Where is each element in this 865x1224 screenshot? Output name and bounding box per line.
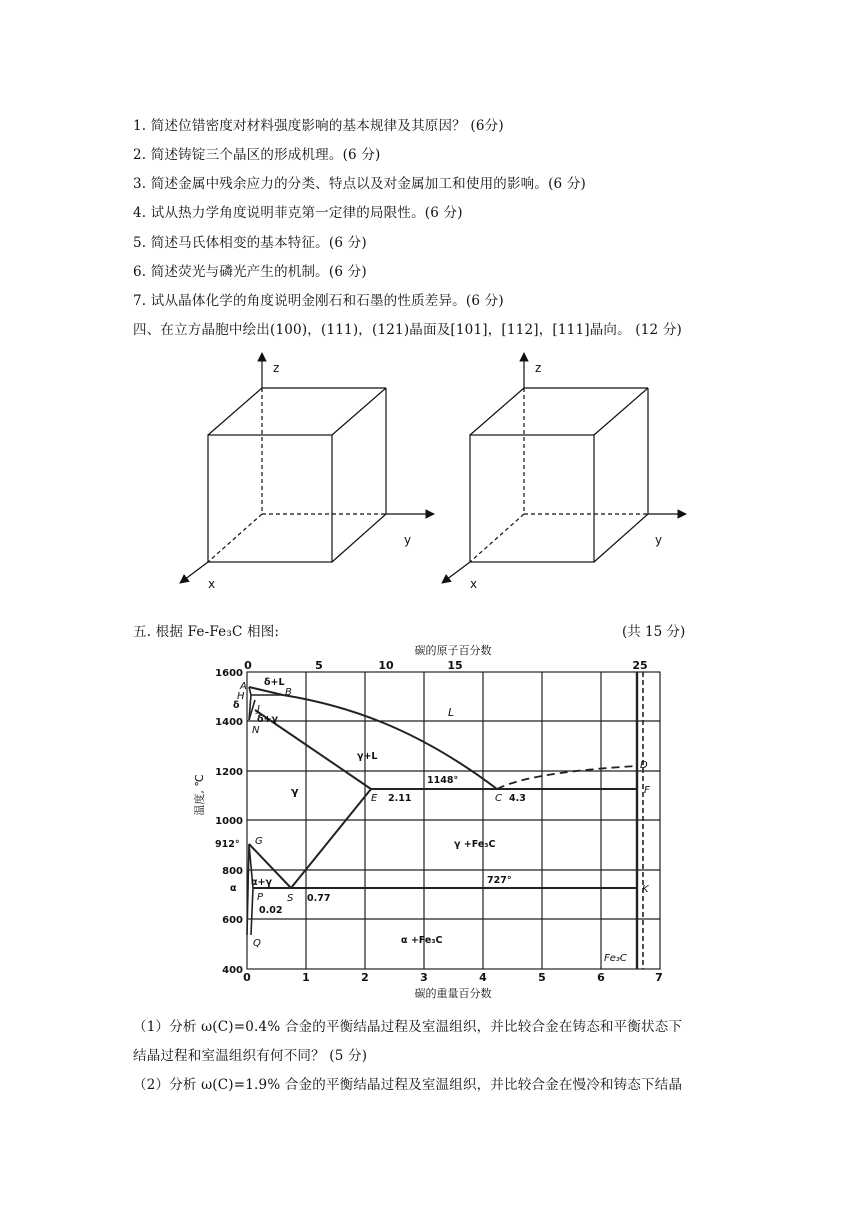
y-tick-1000: 1000 <box>215 816 243 827</box>
cube-left-x-label: x <box>208 577 216 591</box>
point-C: C <box>495 793 502 804</box>
region-Fe3C: Fe₃C <box>604 953 627 964</box>
section-4-heading: 四、在立方晶胞中绘出(100)，(111)，(121)晶面及[101]，[112]，[111]晶向。 (12 分) <box>133 322 682 338</box>
point-B: B <box>285 687 292 698</box>
y-tick-400: 400 <box>222 965 243 976</box>
cube-right <box>442 353 686 583</box>
region-delta-gamma: δ+γ <box>257 714 278 725</box>
point-Q: Q <box>253 938 261 949</box>
question-2: 2. 简述铸锭三个晶区的形成机理。(6 分) <box>133 147 381 163</box>
region-delta-L: δ+L <box>264 677 285 688</box>
top-tick-15: 15 <box>447 659 463 672</box>
value-0.77: 0.77 <box>307 893 331 904</box>
temp-912: 912° <box>215 839 240 850</box>
subquestion-2-line-1: （2）分析 ω(C)=1.9% 合金的平衡结晶过程及室温组织，并比较合金在慢冷和铸态下结晶 <box>133 1077 683 1093</box>
subquestion-1-line-1: （1）分析 ω(C)=0.4% 合金的平衡结晶过程及室温组织，并比较合金在铸态和平衡状态下 <box>133 1019 683 1035</box>
region-gamma-Fe3C: γ +Fe₃C <box>454 839 496 850</box>
cube-right-x-label: x <box>470 577 478 591</box>
point-N: N <box>252 725 260 736</box>
point-P: P <box>257 892 264 903</box>
fe-fe3c-phase-diagram <box>185 635 685 1005</box>
y-axis-label: 温度, ℃ <box>193 774 206 816</box>
question-7: 7. 试从晶体化学的角度说明金刚石和石墨的性质差异。(6 分) <box>133 293 504 309</box>
region-gamma: γ <box>291 785 299 798</box>
value-2.11: 2.11 <box>388 793 412 804</box>
bottom-tick-2: 2 <box>361 971 369 984</box>
y-tick-1600: 1600 <box>215 668 243 679</box>
region-alpha-Fe3C: α +Fe₃C <box>401 935 443 946</box>
y-tick-1400: 1400 <box>215 717 243 728</box>
bottom-tick-0: 0 <box>243 971 251 984</box>
bottom-tick-5: 5 <box>538 971 546 984</box>
section-5-heading: 五. 根据 Fe-Fe₃C 相图: <box>133 624 280 640</box>
question-6: 6. 简述荧光与磷光产生的机制。(6 分) <box>133 264 367 280</box>
point-H: H <box>237 691 245 702</box>
cube-left <box>180 353 434 583</box>
point-E: E <box>371 793 378 804</box>
point-F: F <box>644 785 650 796</box>
cube-left-y-label: y <box>404 533 412 547</box>
point-J: J <box>257 704 260 715</box>
bottom-tick-7: 7 <box>655 971 663 984</box>
cube-diagrams <box>0 345 865 605</box>
cube-right-z-label: z <box>535 361 542 375</box>
y-tick-600: 600 <box>222 915 243 926</box>
value-4.3: 4.3 <box>509 793 526 804</box>
top-tick-10: 10 <box>378 659 394 672</box>
region-gamma-L: γ+L <box>357 751 378 762</box>
bottom-tick-4: 4 <box>479 971 487 984</box>
y-tick-800: 800 <box>222 866 243 877</box>
section-5-score: (共 15 分) <box>622 624 686 640</box>
region-alpha: α <box>230 883 237 894</box>
top-tick-5: 5 <box>315 659 323 672</box>
point-G: G <box>255 836 263 847</box>
cube-right-y-label: y <box>655 533 663 547</box>
bottom-tick-1: 1 <box>302 971 310 984</box>
bottom-axis-label: 碳的重量百分数 <box>414 987 492 1000</box>
question-4: 4. 试从热力学角度说明菲克第一定律的局限性。(6 分) <box>133 205 463 221</box>
question-1: 1. 简述位错密度对材料强度影响的基本规律及其原因？ (6分) <box>133 118 504 134</box>
temp-727: 727° <box>487 875 512 886</box>
temp-1148: 1148° <box>427 775 459 786</box>
top-tick-0: 0 <box>244 659 252 672</box>
value-0.02: 0.02 <box>259 905 283 916</box>
point-A: A <box>240 681 247 692</box>
cube-left-z-label: z <box>273 361 280 375</box>
point-K: K <box>642 884 649 895</box>
subquestion-1-line-2: 结晶过程和室温组织有何不同？ (5 分) <box>133 1048 368 1064</box>
question-5: 5. 简述马氏体相变的基本特征。(6 分) <box>133 235 367 251</box>
y-tick-1200: 1200 <box>215 767 243 778</box>
region-delta: δ <box>233 700 240 711</box>
top-axis-label: 碳的原子百分数 <box>414 644 492 657</box>
top-tick-25: 25 <box>632 659 648 672</box>
bottom-tick-6: 6 <box>597 971 605 984</box>
region-alpha-gamma: α+γ <box>251 877 272 888</box>
bottom-tick-3: 3 <box>420 971 428 984</box>
region-L: L <box>448 706 455 719</box>
question-3: 3. 简述金属中残余应力的分类、特点以及对金属加工和使用的影响。(6 分) <box>133 176 586 192</box>
point-S: S <box>287 893 294 904</box>
point-D: D <box>640 760 648 771</box>
